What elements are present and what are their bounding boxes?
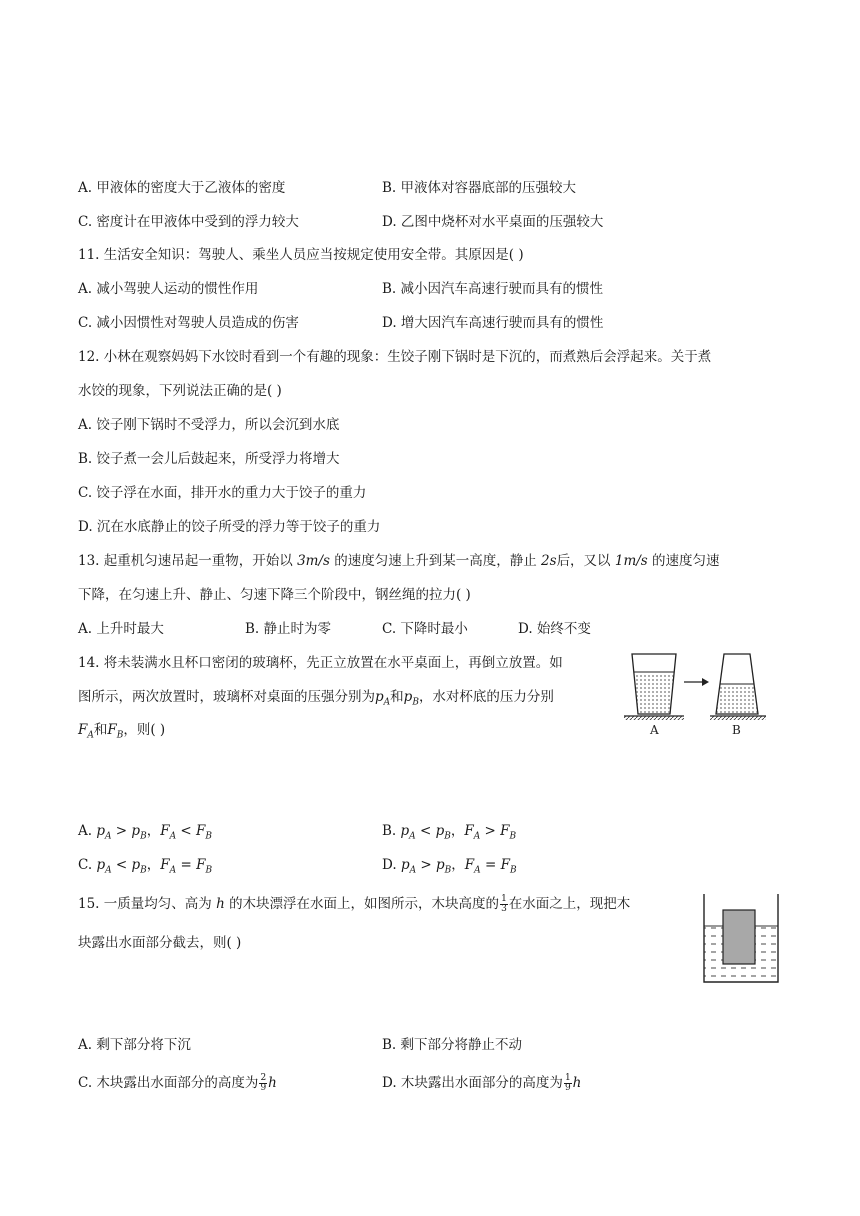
q12-option-c: C. 饺子浮在水面，排开水的重力大于饺子的重力: [78, 485, 367, 501]
q15-text-b: 的木块漂浮在水面上，如图所示，木块高度的: [229, 896, 500, 912]
q15-text-c: 在水面之上，现把木: [508, 896, 631, 912]
q14-pB-symbol: p: [403, 689, 413, 705]
q14-text-c: ，则( ): [123, 722, 166, 738]
q14-FA-sub: A: [87, 730, 94, 741]
glass-a: [632, 654, 676, 714]
q14-text-b: ，水对杯底的压力分别: [418, 689, 554, 705]
q13-option-b: B. 静止时为零: [245, 621, 332, 637]
q14-option-b: B. $p_A < p_B$，$F_A > F_B$: [382, 823, 517, 842]
q10-option-a: A. 甲液体的密度大于乙液体的密度: [78, 180, 286, 196]
q13-text-1: 13. 起重机匀速吊起一重物，开始以: [78, 553, 293, 569]
glass-b: [716, 654, 758, 714]
q14-stem-line3: [78, 720, 165, 746]
q13-option-d: D. 始终不变: [518, 621, 591, 637]
q15-option-d: D. 木块露出水面部分的高度为 $\frac{1}{9}$ h: [382, 1073, 582, 1093]
q15-text-a: 15. 一质量均匀、高为: [78, 896, 212, 912]
q14-FB-sub: B: [116, 730, 124, 741]
q15-option-c: C. 木块露出水面部分的高度为 $\frac{2}{9}$ h: [78, 1073, 277, 1093]
figure-label-b: B: [732, 723, 741, 737]
wood-block: [723, 910, 755, 964]
table-hatch-b: [710, 716, 766, 720]
q15-stem-line1: [78, 894, 630, 914]
q13-text-2: 的速度匀速上升到某一高度，静止: [334, 553, 537, 569]
q14-text-a: 图所示，两次放置时，玻璃杯对桌面的压强分别为: [78, 689, 375, 705]
q10-option-d: D. 乙图中烧杯对水平桌面的压强较大: [382, 214, 604, 230]
q11-stem: 11. 生活安全知识：驾驶人、乘坐人员应当按规定使用安全带。其原因是( ): [78, 247, 524, 263]
q10-option-b: B. 甲液体对容器底部的压强较大: [382, 180, 577, 196]
figure-label-a: A: [650, 723, 659, 737]
q13-time: 2s: [541, 553, 557, 569]
q11-option-a: A. 减小驾驶人运动的惯性作用: [78, 281, 259, 297]
q14-and-1: 和: [390, 689, 404, 705]
q14-figure: [620, 650, 770, 740]
q14-and-2: 和: [93, 722, 108, 738]
q10-option-c: C. 密度计在甲液体中受到的浮力较大: [78, 214, 299, 230]
q13-option-c: C. 下降时最小: [382, 621, 468, 637]
q15-h-symbol: h: [216, 896, 225, 912]
q15-option-b: B. 剩下部分将静止不动: [382, 1037, 523, 1053]
q11-option-d: D. 增大因汽车高速行驶而具有的惯性: [382, 315, 604, 331]
q11-option-b: B. 减小因汽车高速行驶而具有的惯性: [382, 281, 604, 297]
q15-stem-line2: 块露出水面部分截去，则( ): [78, 935, 242, 951]
q14-option-c: C. $p_A < p_B$，$F_A = F_B$: [78, 857, 213, 876]
arrow-right-icon: [684, 678, 709, 686]
table-hatch-a: [624, 716, 684, 720]
q14-pA-symbol: p: [375, 689, 384, 705]
q14-pB-sub: B: [412, 697, 419, 708]
q14-option-a: A. $p_A > p_B$，$F_A < F_B$: [78, 823, 212, 842]
q12-option-a: A. 饺子刚下锅时不受浮力，所以会沉到水底: [78, 417, 340, 433]
q14-option-d: D. $p_A > p_B$，$F_A = F_B$: [382, 857, 517, 876]
q15-fraction: $\frac{1}{3}$: [501, 894, 507, 914]
q12-stem-line1: 12. 小林在观察妈妈下水饺时看到一个有趣的现象：生饺子刚下锅时是下沉的，而煮熟后会浮起来。关于煮: [78, 349, 712, 365]
q15-figure: [700, 892, 782, 986]
q14-stem-line1: 14. 将未装满水且杯口密闭的玻璃杯，先正立放置在水平桌面上，再倒立放置。如: [78, 655, 563, 671]
q13-stem-line1: [78, 551, 720, 571]
q14-stem-line2: [78, 687, 554, 713]
q14-FA-symbol: F: [78, 722, 88, 738]
q15-option-a: A. 剩下部分将下沉: [78, 1037, 191, 1053]
q14-pA-sub: A: [383, 697, 391, 708]
q12-stem-line2: 水饺的现象，下列说法正确的是( ): [78, 383, 282, 399]
q14-FB-symbol: F: [107, 722, 117, 738]
q13-stem-line2: 下降，在匀速上升、静止、匀速下降三个阶段中，钢丝绳的拉力( ): [78, 587, 471, 603]
q13-speed-1: 3m/s: [297, 553, 330, 569]
q12-option-b: B. 饺子煮一会儿后鼓起来，所受浮力将增大: [78, 451, 340, 467]
q11-option-c: C. 减小因惯性对驾驶人员造成的伤害: [78, 315, 299, 331]
q13-speed-2: 1m/s: [614, 553, 648, 569]
q13-option-a: A. 上升时最大: [78, 621, 164, 637]
q12-option-d: D. 沉在水底静止的饺子所受的浮力等于饺子的重力: [78, 519, 381, 535]
q13-text-3: 后，又以: [556, 553, 611, 569]
q13-text-4: 的速度匀速: [652, 553, 720, 569]
